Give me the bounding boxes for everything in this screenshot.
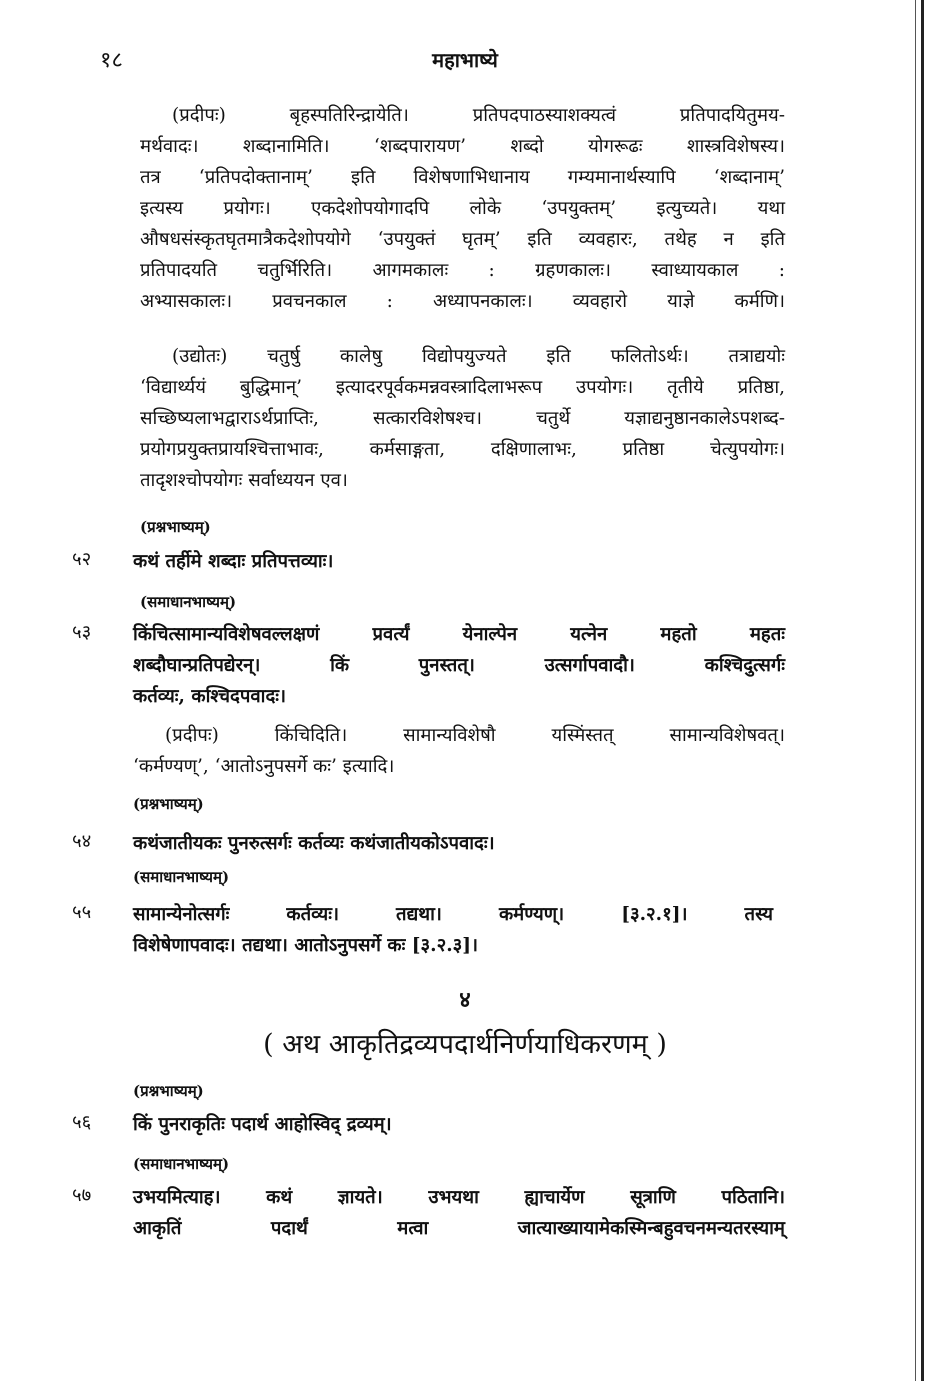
page-edge-shadow (921, 0, 924, 1381)
text-line: प्रतिपादयति चतुर्भिरिति। आगमकालः : ग्रहणकालः। स्वाध्यायकाल : (140, 260, 785, 281)
section-label-samadhana-57: (समाधानभाष्यम्) (133, 1155, 230, 1173)
section-label-prashna-54: (प्रश्नभाष्यम्) (133, 795, 204, 813)
text-line: किंचित्सामान्यविशेषवल्लक्षणं प्रवर्त्यं येनाल्पेन यत्नेन महतो महतः (133, 624, 785, 645)
page-edge-line (915, 0, 916, 1381)
text-line: मर्थवादः। शब्दानामिति। ‘शब्दपारायण’ शब्दो योगरूढः शास्त्रविशेषस्य। (140, 136, 785, 157)
sutra-number-54: ५४ (72, 831, 92, 852)
bhashya-54 (133, 828, 495, 859)
section-label-prashna-52: (प्रश्नभाष्यम्) (140, 518, 211, 536)
section-heading: ( अथ आकृतिद्रव्यपदार्थनिर्णयाधिकरणम् ) (263, 1029, 667, 1060)
text-line: (उद्योतः) चतुर्षु कालेषु विद्योपयुज्यते इति फलितोऽर्थः। तत्राद्ययोः (172, 346, 785, 367)
text-line: शब्दौघान्प्रतिपद्येरन्। किं पुनस्तत्। उत्सर्गापवादौ। कश्चिदुत्सर्गः (133, 655, 785, 676)
text-line: कथंजातीयकः पुनरुत्सर्गः कर्तव्यः कथंजातीयकोऽपवादः। (133, 833, 495, 854)
text-line: प्रयोगप्रयुक्तप्रायश्चित्ताभावः, कर्मसाङ्गता, दक्षिणालाभः, प्रतिष्ठा चेत्युपयोगः। (140, 439, 785, 460)
section-label-samadhana-53: (समाधानभाष्यम्) (140, 593, 237, 611)
section-label-samadhana-55: (समाधानभाष्यम्) (133, 868, 230, 886)
text-line: तादृशश्चोपयोगः सर्वाध्ययन एव। (140, 470, 348, 491)
text-line: अभ्यासकालः। प्रवचनकाल : अध्यापनकालः। व्यवहारो याज्ञे कर्मणि। (140, 291, 785, 312)
text-line: सामान्येनोत्सर्गः कर्तव्यः। तद्यथा। कर्मण्यण्। [३.२.१]। तस्य (133, 904, 773, 925)
text-line: औषधसंस्कृतघृतमात्रैकदेशोपयोगे ‘उपयुक्तं घृतम्’ इति व्यवहारः, तथेह न इति (140, 229, 785, 250)
uddyota-commentary (140, 341, 785, 496)
sutra-number-53: ५३ (72, 622, 92, 643)
text-line: ‘कर्मण्यण्’, ‘आतोऽनुपसर्गे कः’ इत्यादि। (133, 756, 395, 777)
bhashya-57 (133, 1182, 785, 1244)
text-line: किं पुनराकृतिः पदार्थ आहोस्विद् द्रव्यम्। (133, 1114, 392, 1135)
sutra-number-56: ५६ (72, 1112, 92, 1133)
pradipa-commentary-2 (133, 720, 785, 782)
text-line: ‘विद्यार्थ्ययं बुद्धिमान्’ इत्यादरपूर्वकमन्नवस्त्रादिलाभरूप उपयोगः। तृतीये प्रतिष्ठा, (140, 377, 785, 398)
page-number: १८ (100, 48, 123, 73)
text-line: (प्रदीपः) किंचिदिति। सामान्यविशेषौ यस्मिंस्तत् सामान्यविशेषवत्। (165, 725, 785, 746)
running-title: महाभाष्ये (432, 48, 498, 72)
text-line: कथं तर्हीमे शब्दाः प्रतिपत्तव्याः। (133, 551, 334, 572)
bhashya-56 (133, 1109, 392, 1140)
text-line: आकृतिं पदार्थं मत्वा जात्याख्यायामेकस्मिन्बहुवचनमन्यतरस्याम् (133, 1218, 785, 1239)
sutra-number-52: ५२ (72, 549, 92, 570)
text-line: विशेषेणापवादः। तद्यथा। आतोऽनुपसर्गे कः [३.२.३]। (133, 935, 479, 956)
text-line: इत्यस्य प्रयोगः। एकदेशोपयोगादपि लोके ‘उपयुक्तम्’ इत्युच्यते। यथा (140, 198, 785, 219)
text-line: उभयमित्याह। कथं ज्ञायते। उभयथा ह्याचार्येण सूत्राणि पठितानि। (133, 1187, 785, 1208)
section-number: ४ (459, 987, 471, 1013)
bhashya-52 (133, 546, 333, 577)
bhashya-55 (133, 899, 773, 961)
text-line: तत्र ‘प्रतिपदोक्तानाम्’ इति विशेषणाभिधानाय गम्यमानार्थस्यापि ‘शब्दानाम्’ (140, 167, 785, 188)
text-line: कर्तव्यः, कश्चिदपवादः। (133, 686, 287, 707)
section-label-prashna-56: (प्रश्नभाष्यम्) (133, 1082, 204, 1100)
bhashya-53 (133, 619, 785, 712)
text-line: सच्छिष्यलाभद्वाराऽर्थप्राप्तिः, सत्कारविशेषश्च। चतुर्थे यज्ञाद्यनुष्ठानकालेऽपशब्द- (140, 408, 785, 429)
sutra-number-55: ५५ (72, 902, 92, 923)
sutra-number-57: ५७ (72, 1185, 92, 1206)
text-line: (प्रदीपः) बृहस्पतिरिन्द्रायेति। प्रतिपदपाठस्याशक्यत्वं प्रतिपादयितुमय- (172, 105, 785, 126)
pradipa-commentary-1 (140, 100, 785, 317)
